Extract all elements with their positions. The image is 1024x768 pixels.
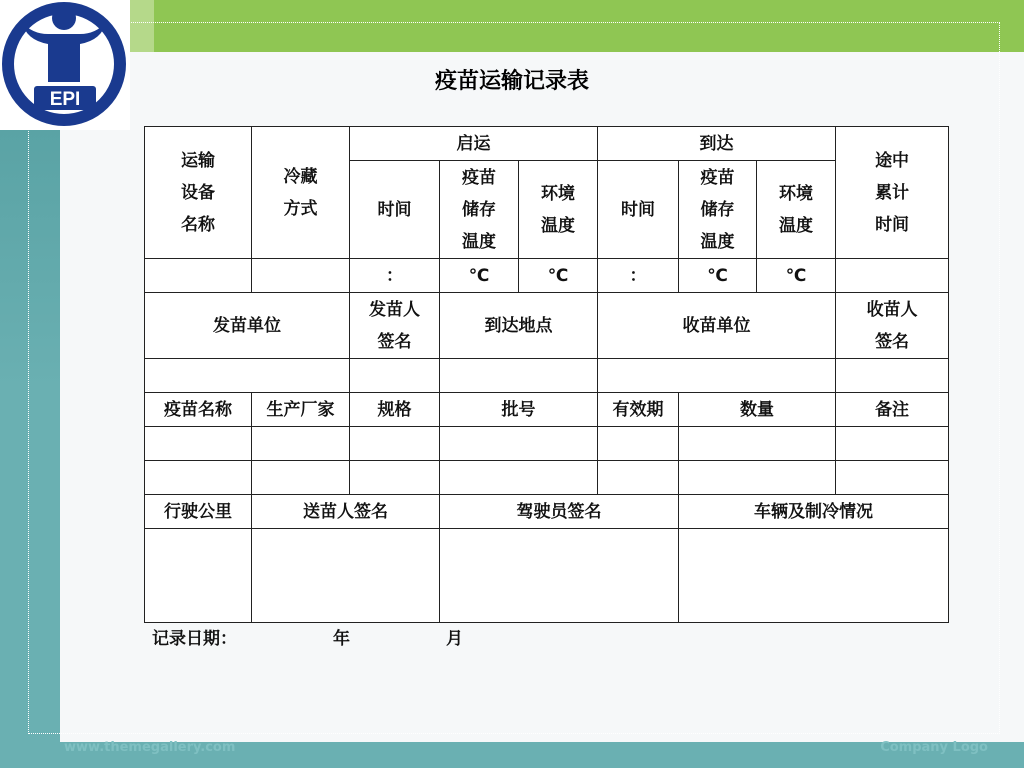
driver-sign-header: 驾驶员签名	[440, 495, 679, 529]
manufacturer-header: 生产厂家	[252, 393, 350, 427]
top-green-band	[130, 0, 1024, 52]
receiver-unit-cell[interactable]	[598, 359, 836, 393]
spec-cell[interactable]	[350, 427, 440, 461]
remarks-cell[interactable]	[836, 461, 949, 495]
expiry-cell[interactable]	[598, 427, 679, 461]
record-date-label: 记录日期：	[152, 629, 237, 649]
record-date	[152, 624, 463, 649]
vehicle-condition-cell[interactable]	[679, 529, 949, 623]
quantity-header: 数量	[679, 393, 836, 427]
footer-company-logo: Company Logo	[880, 740, 988, 755]
receiver-sign-cell[interactable]	[836, 359, 949, 393]
table-row	[145, 427, 949, 461]
arrive-time-header: 时间	[598, 161, 679, 259]
depart-time-header: 时间	[350, 161, 440, 259]
cold-chain-header: 冷藏 方式	[252, 127, 350, 259]
cold-chain-cell[interactable]	[252, 259, 350, 293]
courier-sign-cell[interactable]	[252, 529, 440, 623]
vaccine-name-header: 疫苗名称	[145, 393, 252, 427]
depart-time-cell[interactable]: ：	[350, 259, 440, 293]
batch-cell[interactable]	[440, 427, 598, 461]
batch-header: 批号	[440, 393, 598, 427]
depart-storage-temp-header: 疫苗 储存 温度	[440, 161, 519, 259]
logo-text: EPI	[49, 89, 81, 110]
receiver-unit-header: 收苗单位	[598, 293, 836, 359]
arrive-header: 到达	[598, 127, 836, 161]
receiver-sign-header: 收苗人 签名	[836, 293, 949, 359]
footer-website: www.themegallery.com	[64, 740, 236, 755]
spec-cell[interactable]	[350, 461, 440, 495]
depart-env-temp-header: 环境 温度	[519, 161, 598, 259]
arrival-place-header: 到达地点	[440, 293, 598, 359]
remarks-cell[interactable]	[836, 427, 949, 461]
transit-time-cell[interactable]	[836, 259, 949, 293]
depart-env-temp-cell[interactable]: ℃	[519, 259, 598, 293]
arrive-env-temp-header: 环境 温度	[757, 161, 836, 259]
arrive-storage-temp-header: 疫苗 储存 温度	[679, 161, 757, 259]
arrival-place-cell[interactable]	[440, 359, 598, 393]
record-date-month: 月	[446, 629, 463, 649]
mileage-cell[interactable]	[145, 529, 252, 623]
manufacturer-cell[interactable]	[252, 427, 350, 461]
vehicle-condition-header: 车辆及制冷情况	[679, 495, 949, 529]
equip-name-header: 运输 设备 名称	[145, 127, 252, 259]
equip-name-cell[interactable]	[145, 259, 252, 293]
remarks-header: 备注	[836, 393, 949, 427]
arrive-storage-temp-cell[interactable]: ℃	[679, 259, 757, 293]
sender-sign-cell[interactable]	[350, 359, 440, 393]
expiry-cell[interactable]	[598, 461, 679, 495]
top-band-highlight	[128, 0, 154, 52]
table-row	[145, 461, 949, 495]
mileage-header: 行驶公里	[145, 495, 252, 529]
transport-log-table	[144, 126, 949, 623]
page-title: 疫苗运输记录表	[434, 69, 589, 94]
sender-unit-header: 发苗单位	[145, 293, 350, 359]
left-strip-shade	[0, 130, 60, 390]
depart-header: 启运	[350, 127, 598, 161]
quantity-cell[interactable]	[679, 461, 836, 495]
vaccine-name-cell[interactable]	[145, 427, 252, 461]
batch-cell[interactable]	[440, 461, 598, 495]
record-date-year: 年	[333, 629, 350, 649]
vaccine-name-cell[interactable]	[145, 461, 252, 495]
driver-sign-cell[interactable]	[440, 529, 679, 623]
sender-sign-header: 发苗人 签名	[350, 293, 440, 359]
manufacturer-cell[interactable]	[252, 461, 350, 495]
courier-sign-header: 送苗人签名	[252, 495, 440, 529]
arrive-time-cell[interactable]: ：	[598, 259, 679, 293]
quantity-cell[interactable]	[679, 427, 836, 461]
transit-time-header: 途中 累计 时间	[836, 127, 949, 259]
expiry-header: 有效期	[598, 393, 679, 427]
sender-unit-cell[interactable]	[145, 359, 350, 393]
spec-header: 规格	[350, 393, 440, 427]
arrive-env-temp-cell[interactable]: ℃	[757, 259, 836, 293]
depart-storage-temp-cell[interactable]: ℃	[440, 259, 519, 293]
